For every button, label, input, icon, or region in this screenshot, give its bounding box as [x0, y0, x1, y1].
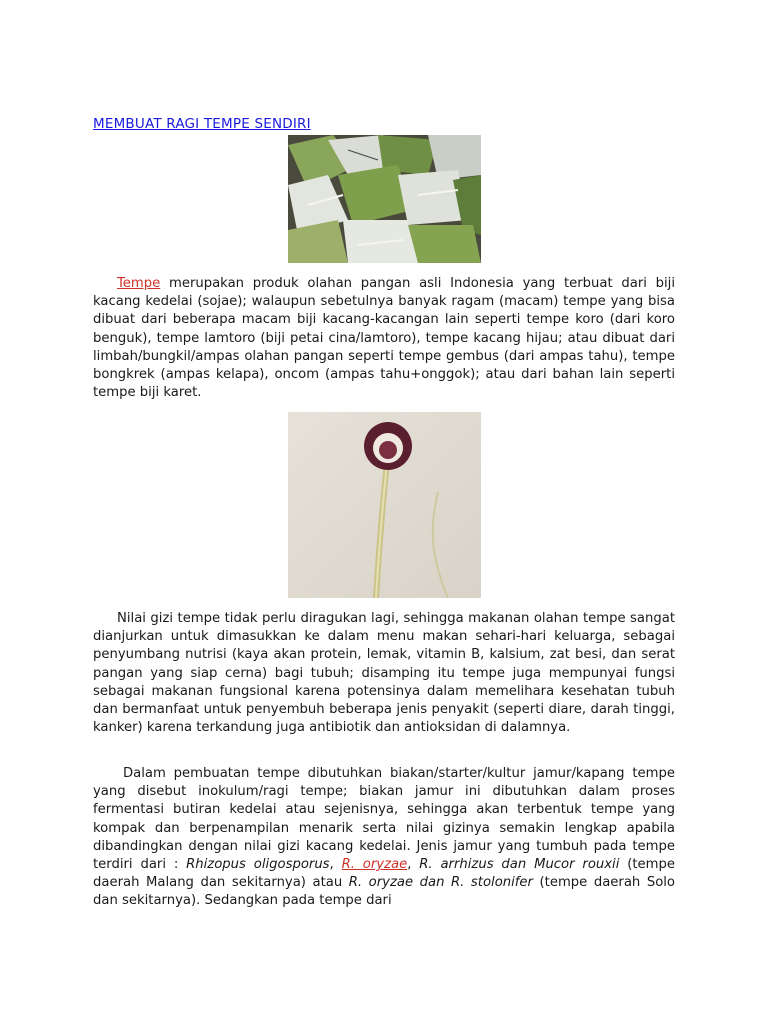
paragraph-2-text: Nilai gizi tempe tidak perlu diragukan lagi, sehingga makanan olahan tempe sangat dianjurkan untuk dimasukkan ke dalam menu makan sehari-hari keluarga, sebagai penyumbang nutrisi (kaya akan protein, lemak, vitamin B, kalsium, zat besi, dan serat pangan yang siap cerna) bagi tubuh; disamping itu tempe juga mempunyai fungsi sebagai makanan fungsional karena potensinya dalam memelihara kesehatan tubuh dan bermanfaat untuk penyembuh beberapa jenis penyakit (seperti diare, darah tinggi, kanker) karena terkandung juga antibiotik dan antioksidan di dalamnya. — [93, 611, 675, 736]
species-rhizopus-oligosporus: Rhizopus oligosporus — [186, 857, 330, 873]
separator-a: , — [329, 857, 342, 873]
page-title[interactable]: MEMBUAT RAGI TEMPE SENDIRI — [93, 116, 311, 132]
paragraph-3-text-a: Dalam pembuatan tempe dibutuhkan biakan/starter/kultur jamur/kapang tempe yang disebut inokulum/ragi tempe; biakan jamur ini dibutuhkan dalam proses fermentasi butiran kedelai atau sejenisnya, sehingga akan terbentuk tempe yang kompak dan berpenampilan menarik serta nilai gizinya semakin lengkap apabila dibandingkan dengan nilai gizi kacang kedelai. Jenis jamur yang tumbuh pada tempe terdiri dari : — [93, 766, 675, 873]
paragraph-3 — [93, 765, 675, 911]
species-arrhizus-mucor: R. arrhizus dan Mucor rouxii — [419, 857, 620, 873]
r-oryzae-link[interactable]: R. oryzae — [341, 857, 408, 873]
paragraph-3-text-c: (tempe daerah Solo dan sekitarnya). Sedangkan pada tempe dari — [93, 875, 675, 909]
paragraph-1-text: merupakan produk olahan pangan asli Indonesia yang terbuat dari biji kacang kedelai (sojae); walaupun sebetulnya banyak ragam (macam) tempe yang bisa dibuat dari beberapa macam biji kacang-kacangan lain seperti tempe koro (dari koro benguk), tempe lamtoro (biji petai cina/lamtoro), tempe kacang hijau; atau dibuat dari limbah/bungkil/ampas olahan pangan seperti tempe gembus (dari ampas tahu), tempe bongkrek (ampas kelapa), oncom (ampas tahu+onggok); atau dari bahan lain seperti tempe biji karet. — [93, 276, 675, 401]
paragraph-3-text-b: (tempe daerah Malang dan sekitarnya) atau — [93, 857, 675, 891]
paragraph-1 — [93, 275, 675, 402]
paragraph-2 — [93, 610, 675, 737]
separator-b: , — [407, 857, 420, 873]
mold-sporangium-image — [288, 412, 481, 598]
species-oryzae-stolonifer: R. oryzae dan R. stolonifer — [348, 875, 533, 891]
tempe-packets-image — [288, 135, 481, 263]
tempe-link[interactable]: Tempe — [117, 276, 161, 291]
